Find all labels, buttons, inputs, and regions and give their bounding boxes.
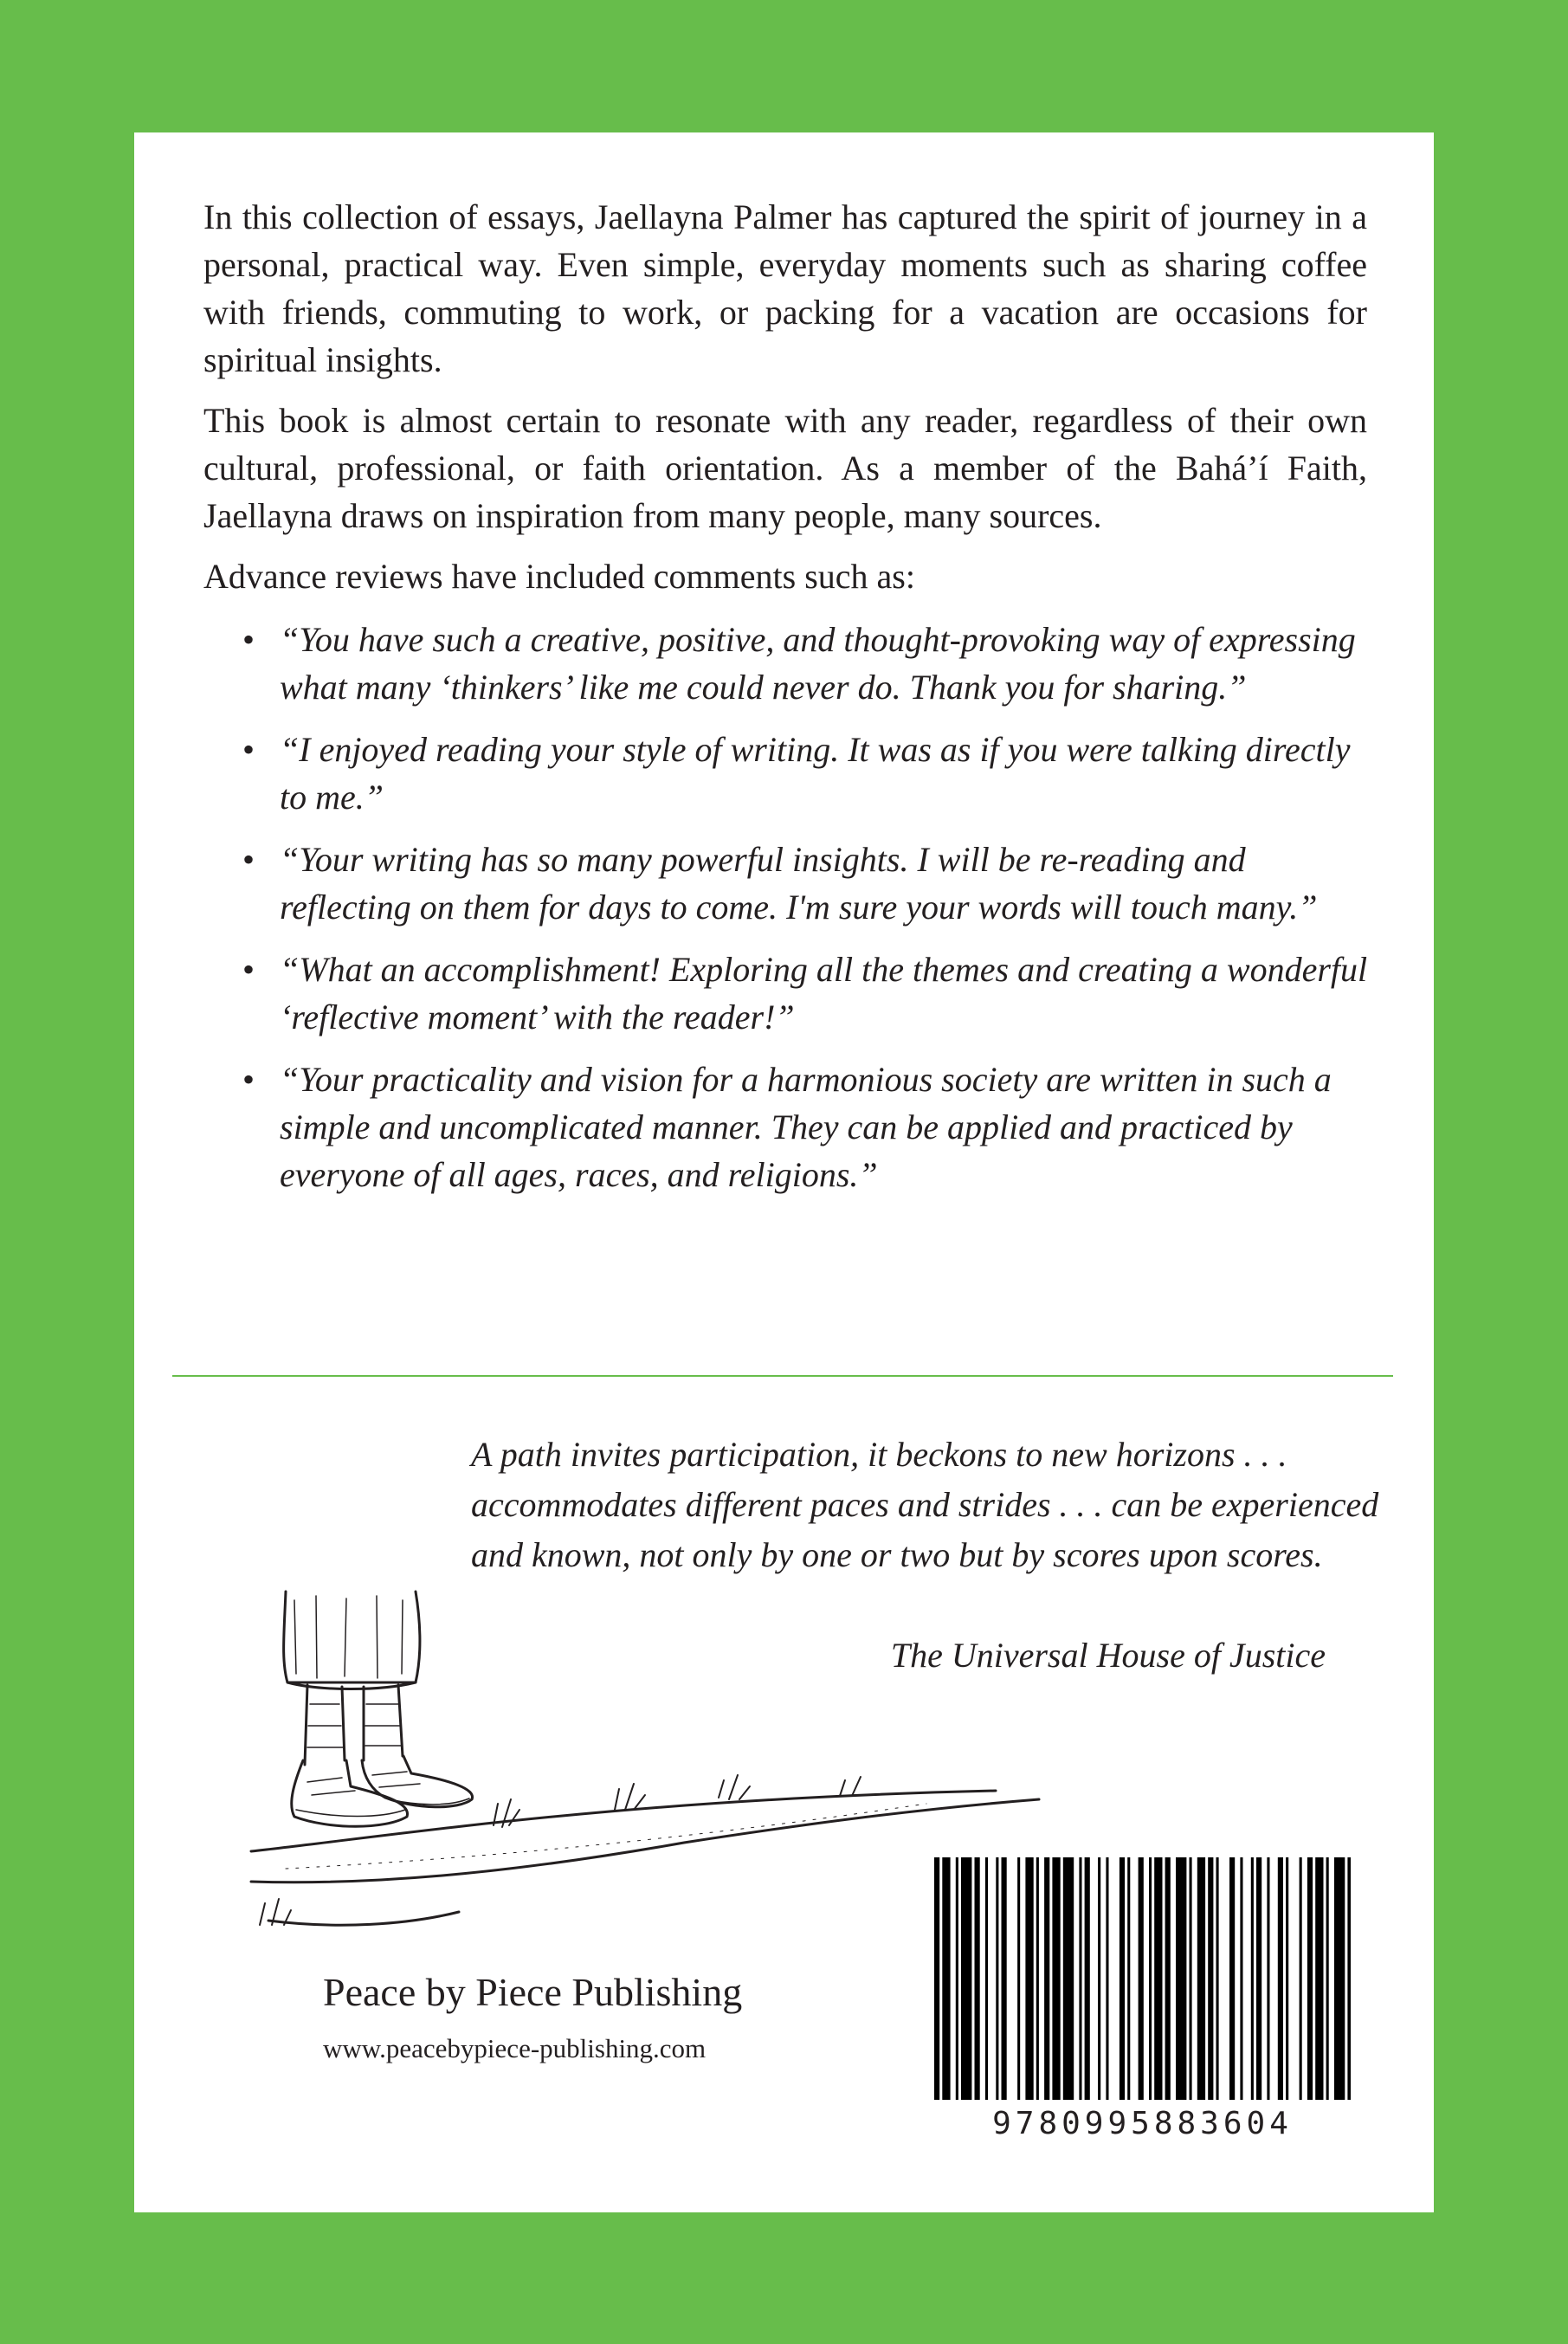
barcode-bar xyxy=(1154,1857,1162,2100)
barcode-bar xyxy=(1251,1857,1254,2100)
intro-paragraph-1: In this collection of essays, Jaellayna Palmer has captured the spirit of journey in a personal, practical way. Even simple, everyday moments such as sharing coffee with friends, commuting to work, or packing for a vacation are occasions for spiritual insights. xyxy=(203,197,1367,379)
barcode-bar xyxy=(1002,1857,1007,2100)
reviews-lead: Advance reviews have included comments such as: xyxy=(203,557,915,596)
publisher-name: Peace by Piece Publishing xyxy=(323,1970,743,2014)
reviews-list xyxy=(242,616,1368,1213)
quote-attribution: The Universal House of Justice xyxy=(890,1636,1326,1675)
bullet-icon: • xyxy=(242,840,255,879)
barcode-bar xyxy=(1149,1857,1152,2100)
review-item xyxy=(242,616,1368,711)
review-text: “Your writing has so many powerful insights. I will be re-reading and reflecting on them for days to come. I'm sure your words will touch many.” xyxy=(280,840,1318,927)
barcode-bar xyxy=(975,1857,980,2100)
review-text: “What an accomplishment! Exploring all the themes and creating a wonderful ‘reflective moment’ with the reader!” xyxy=(280,950,1368,1036)
barcode-bar xyxy=(1216,1857,1219,2100)
barcode-bar xyxy=(1165,1857,1171,2100)
barcode-bar xyxy=(985,1857,988,2100)
barcode-bar xyxy=(1190,1857,1192,2100)
barcode-bar xyxy=(1176,1857,1186,2100)
barcode-bar xyxy=(1044,1857,1049,2100)
barcode-bars-icon xyxy=(929,1857,1356,2104)
review-text: “Your practicality and vision for a harmonious society are written in such a simple and uncomplicated manner. They can be applied and practiced by everyone of all ages, races, and religions.” xyxy=(280,1060,1332,1194)
barcode-bar xyxy=(1347,1857,1351,2100)
review-item xyxy=(242,726,1368,821)
barcode-bar xyxy=(1278,1857,1283,2100)
review-text: “I enjoyed reading your style of writing. It was as if you were talking directly to me.” xyxy=(280,730,1351,817)
barcode-bar xyxy=(1079,1857,1081,2100)
bullet-icon: • xyxy=(242,950,255,989)
barcode-bar xyxy=(1326,1857,1329,2100)
barcode-bar xyxy=(942,1857,950,2100)
barcode-bar xyxy=(1036,1857,1039,2100)
isbn-barcode xyxy=(929,1857,1356,2141)
barcode-bar xyxy=(1139,1857,1144,2100)
barcode-digits: 9780995883604 xyxy=(992,2106,1293,2141)
barcode-bar xyxy=(1300,1857,1302,2100)
barcode-bar xyxy=(1127,1857,1130,2100)
barcode-bar xyxy=(1334,1857,1345,2100)
barcode-bar xyxy=(934,1857,939,2100)
publisher-url: www.peacebypiece-publishing.com xyxy=(323,2033,707,2063)
review-item xyxy=(242,1056,1368,1198)
barcode-bar xyxy=(1098,1857,1100,2100)
barcode-bar xyxy=(996,1857,998,2100)
barcode-bar xyxy=(1286,1857,1288,2100)
bullet-icon: • xyxy=(242,730,255,769)
barcode-bar xyxy=(1208,1857,1213,2100)
barcode-bar xyxy=(1197,1857,1205,2100)
barcode-bar xyxy=(1017,1857,1020,2100)
epigraph-quote: A path invites participation, it beckons to new horizons . . . accommodates different paces and strides . . . can be experienced and known, not only by one or two but by scores upon scores. xyxy=(471,1435,1379,1574)
intro-section xyxy=(203,193,1367,613)
review-item xyxy=(242,836,1368,931)
barcode-bar xyxy=(1085,1857,1090,2100)
barcode-bar xyxy=(956,1857,958,2100)
review-text: “You have such a creative, positive, and thought-provoking way of expressing what many ‘thinkers’ like me could never do. Thank you for sharing.” xyxy=(280,620,1356,707)
bullet-icon: • xyxy=(242,620,255,659)
review-item xyxy=(242,946,1368,1041)
barcode-bar xyxy=(1025,1857,1033,2100)
section-divider xyxy=(172,1375,1393,1377)
back-cover-panel xyxy=(134,132,1434,2212)
barcode-bar xyxy=(1315,1857,1323,2100)
barcode-bar xyxy=(961,1857,971,2100)
barcode-bar xyxy=(1307,1857,1313,2100)
barcode-bar xyxy=(1256,1857,1261,2100)
barcode-bar xyxy=(1063,1857,1074,2100)
barcode-bar xyxy=(1106,1857,1108,2100)
barcode-bar xyxy=(1229,1857,1235,2100)
barcode-bar xyxy=(1240,1857,1242,2100)
intro-paragraph-2: This book is almost certain to resonate with any reader, regardless of their own cultural, professional, or faith orientation. As a member of the Bahá’í Faith, Jaellayna draws on inspiration from many people, many sources. xyxy=(203,401,1367,535)
barcode-bar xyxy=(1267,1857,1269,2100)
bullet-icon: • xyxy=(242,1060,255,1099)
barcode-bar xyxy=(1052,1857,1060,2100)
barcode-bar xyxy=(1120,1857,1125,2100)
